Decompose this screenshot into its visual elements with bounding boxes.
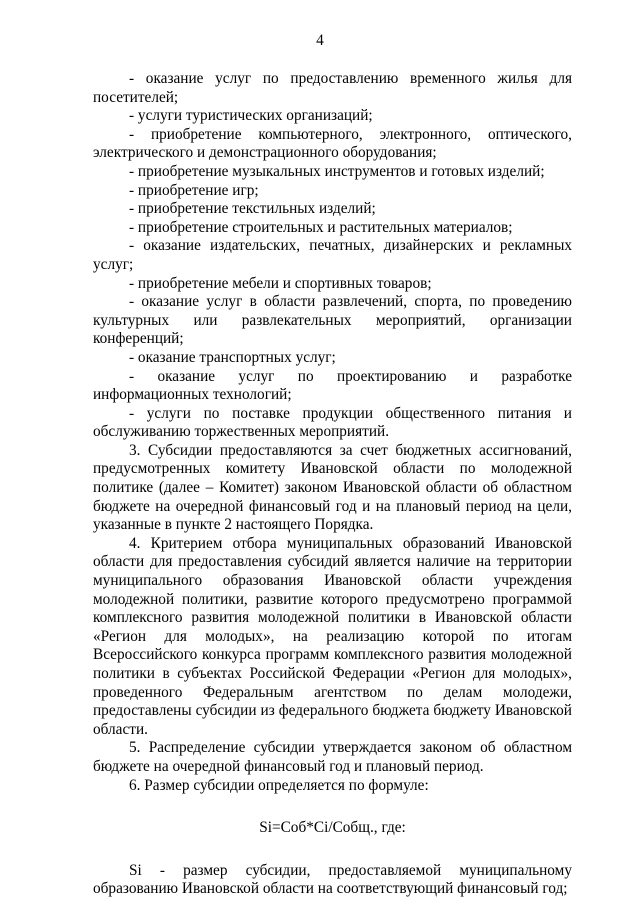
formula: Si=Соб*Сi/Собщ., где: [259,819,406,837]
list-item: - приобретение строительных и растительных материалов; [129,218,513,236]
list-item: - приобретение игр; [129,181,259,199]
paragraph-6: 6. Размер субсидии определяется по формуле: [129,776,429,794]
list-item: - приобретение мебели и спортивных товаров; [129,274,432,292]
list-item: - оказание услуг в области развлечений, спорта, по проведению культурных или развлекательных мероприятий, организации конференций; [93,293,572,348]
paragraph-5: 5. Распределение субсидии утверждается законом об областном бюджете на очередной финансовый год и плановый период. [93,739,572,775]
document-body [93,70,572,899]
list-item: - оказание услуг по предоставлению временного жилья для посетителей; [93,70,572,106]
page-number: 4 [316,32,324,49]
list-item: - приобретение текстильных изделий; [129,200,376,218]
paragraph-4: 4. Критерием отбора муниципальных образований Ивановской области для предоставления субсидий является наличие на территории муниципального образования Ивановской области учреждения молодежной политики, развитие которого предусмотрено программой комплексного развития молодежной политики в Ивановской области «Регион для молодых», на реализацию которой по итогам Всероссийского конкурса программ комплексного развития молодежной политики в субъектах Российской Федерации «Регион для молодых», проведенного Федеральным агентством по делам молодежи, предоставлены субсидии из федерального бюджета бюджету Ивановской области. [93,534,572,738]
list-item: - услуги по поставке продукции общественного питания и обслуживанию торжественных мероприятий. [93,404,572,441]
formula-explanation: Si - размер субсидии, предоставляемой муниципальному образованию Ивановской области на соответствующий финансовый год; [93,861,572,898]
list-item: - приобретение компьютерного, электронного, оптического, электрического и демонстрационного оборудования; [93,125,572,162]
paragraph-3: 3. Субсидии предоставляются за счет бюджетных ассигнований, предусмотренных комитету Ивановской области по молодежной политике (далее – Комитет) законом Ивановской области об областном бюджете на очередной финансовый год и на плановый период на цели, указанные в пункте 2 настоящего Порядка. [93,441,572,534]
list-item: - услуги туристических организаций; [129,107,373,125]
list-item: - приобретение музыкальных инструментов и готовых изделий; [129,162,545,180]
list-item: - оказание услуг по проектированию и разработке информационных технологий; [93,367,572,404]
list-item: - оказание издательских, печатных, дизайнерских и рекламных услуг; [93,237,572,273]
list-item: - оказание транспортных услуг; [129,348,336,366]
